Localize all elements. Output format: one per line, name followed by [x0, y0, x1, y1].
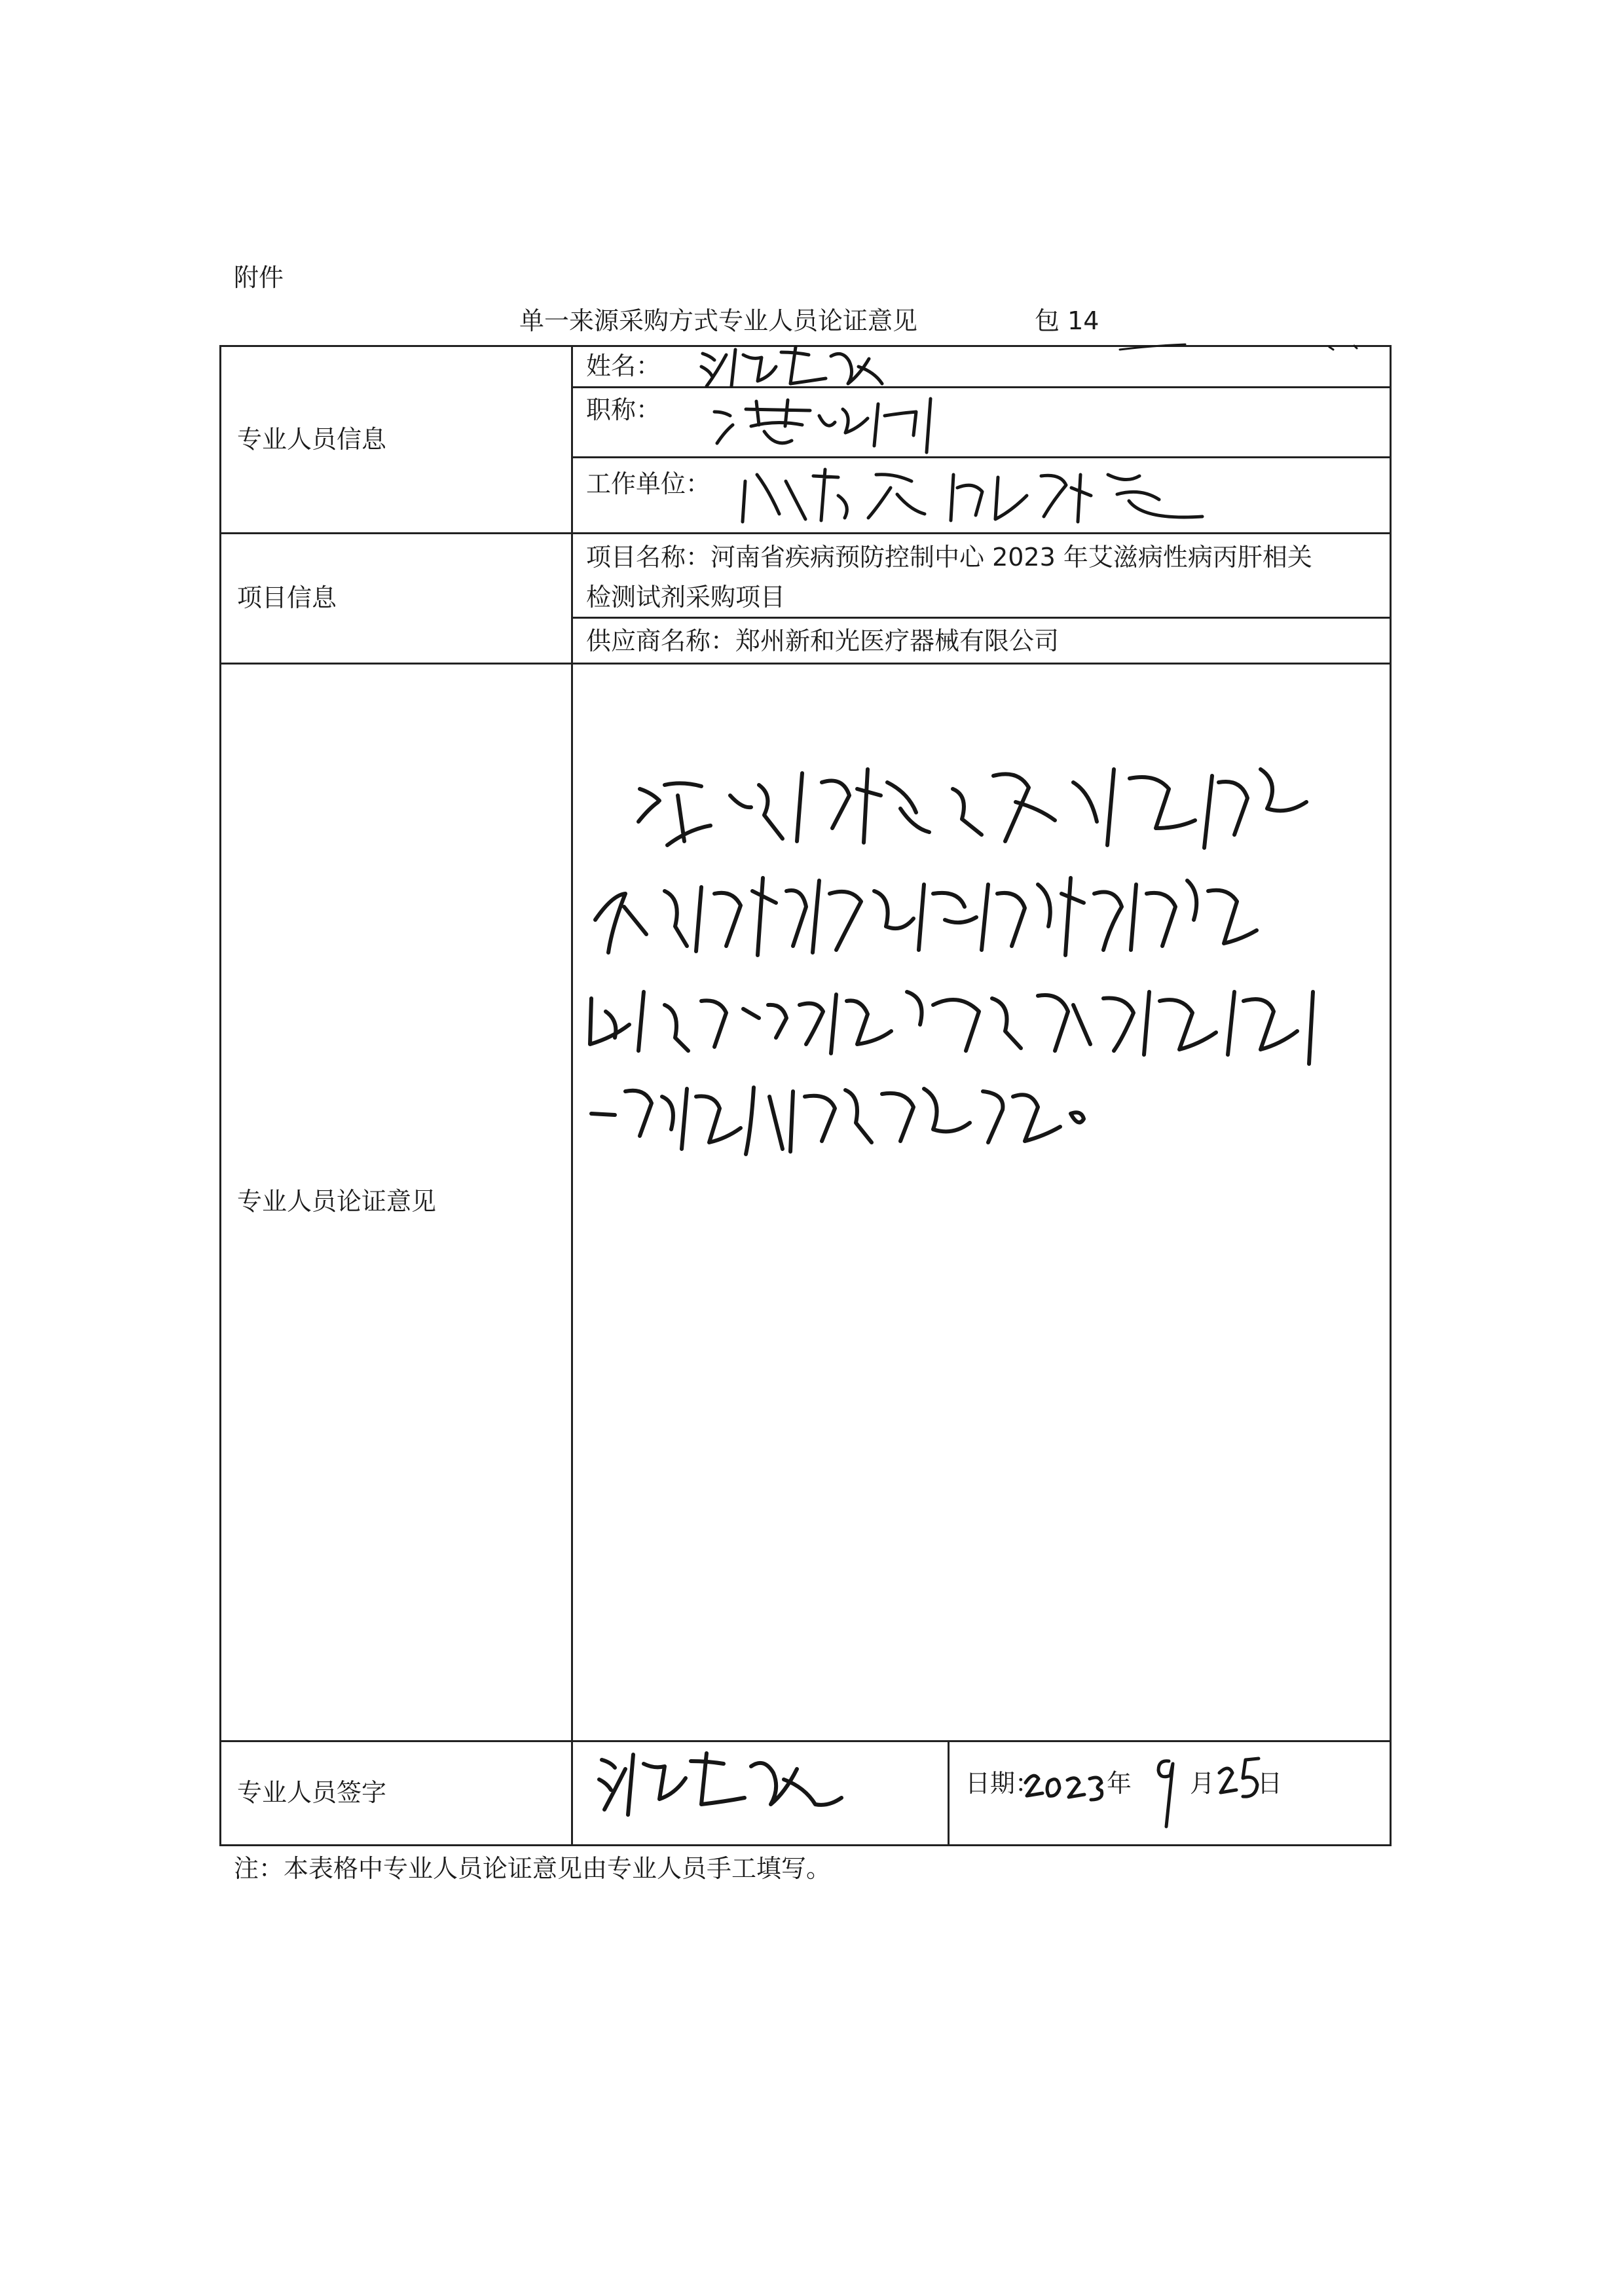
title-label: 职称：: [586, 395, 661, 424]
handwritten-month: [1149, 1741, 1189, 1833]
opinion-label: 专业人员论证意见: [237, 1187, 437, 1216]
handwritten-day: [1217, 1747, 1263, 1806]
project-info-label: 项目信息: [237, 583, 337, 612]
package-number: 包 14: [1035, 306, 1099, 335]
date-year-suffix: 年: [1107, 1769, 1132, 1798]
handwritten-title: [710, 390, 946, 455]
supplier-name: 供应商名称：郑州新和光医疗器械有限公司: [586, 627, 1060, 655]
footnote: 注：本表格中专业人员论证意见由专业人员手工填写。: [234, 1854, 832, 1883]
employer-label: 工作单位：: [586, 469, 711, 498]
handwritten-employer: [740, 462, 1211, 527]
handwritten-name: [697, 340, 894, 393]
name-label: 姓名：: [586, 352, 661, 380]
date-month-suffix: 月: [1190, 1769, 1215, 1798]
form-title: 单一来源采购方式专业人员论证意见: [519, 306, 918, 335]
attachment-label: 附件: [234, 263, 284, 292]
handwritten-year: [1022, 1745, 1113, 1810]
handwritten-signature: [593, 1741, 855, 1820]
date-day-suffix: 日: [1257, 1769, 1283, 1798]
signature-label: 专业人员签字: [237, 1778, 387, 1807]
project-name-line2: 检测试剂采购项目: [586, 583, 786, 611]
handwritten-opinion: [586, 730, 1388, 1188]
expert-info-label: 专业人员信息: [237, 425, 387, 454]
date-label: 日期：: [965, 1769, 1041, 1798]
stray-pen-marks: [1113, 338, 1375, 364]
project-name-line1: 项目名称：河南省疾病预防控制中心 2023 年艾滋病性病丙肝相关: [586, 543, 1312, 572]
